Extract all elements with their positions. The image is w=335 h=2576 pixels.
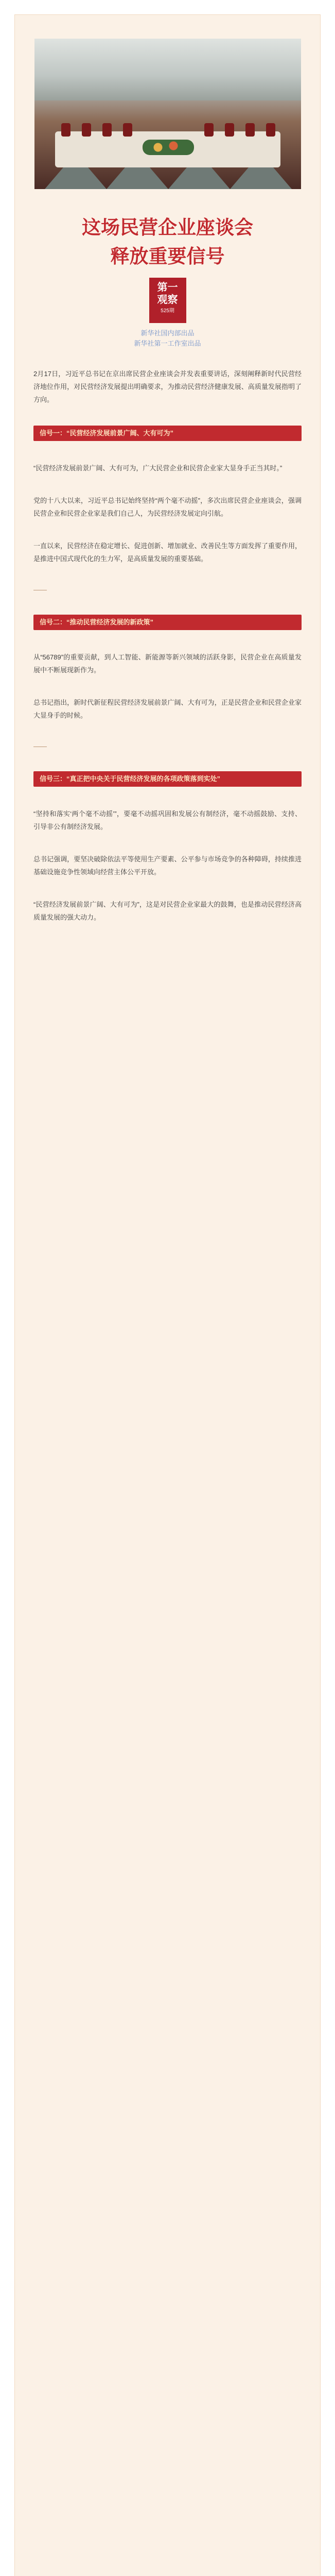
hero-chair [123, 123, 132, 137]
article-title-line1: 这场民营企业座谈会 [82, 216, 253, 239]
body-paragraph: 一直以来，民营经济在稳定增长、促进创新、增加就业、改善民生等方面发挥了重要作用，是推进中国式现代化的生力军，是高质量发展的重要基础。 [33, 542, 302, 563]
body-paragraph: 总书记指出，新时代新征程民营经济发展前景广阔、大有可为，正是民营企业和民营企业家大显身手的时候。 [33, 699, 302, 719]
body-paragraph: “坚持和落实‘两个毫不动摇’”，要毫不动摇巩固和发展公有制经济，毫不动摇鼓励、支持、引导非公有制经济发展。 [33, 810, 302, 831]
article-meta [15, 328, 320, 349]
hero-chair [82, 123, 91, 137]
article-card [14, 14, 321, 2576]
hero-chair [225, 123, 234, 137]
hero-chair [245, 123, 255, 137]
section-banner: 信号一：“民营经济发展前景广阔、大有可为” [33, 426, 302, 441]
body-paragraph: 党的十八大以来，习近平总书记始终坚持“两个毫不动摇”，多次出席民营企业座谈会，强调民营企业和民营企业家是我们自己人，为民营经济发展定向引航。 [33, 497, 302, 517]
body-paragraph: 从“56789”的重要贡献，到人工智能、新能源等新兴领域的活跃身影，民营企业在高质量发展中不断展现新作为。 [33, 653, 302, 674]
body-paragraph: “民营经济发展前景广阔、大有可为”，这是对民营企业家最大的鼓舞，也是推动民营经济高质量发展的强大动力。 [33, 901, 302, 921]
hero-mural [34, 39, 301, 100]
meta-line: 新华社第一工作室出品 [134, 340, 201, 347]
section-banner: 信号二：“推动民营经济发展的新政策” [33, 615, 302, 630]
stamp-issue: 525期 [161, 308, 174, 314]
hero-chair [204, 123, 214, 137]
article-body [15, 349, 320, 924]
stamp-line2: 观察 [157, 293, 178, 306]
article-title-line2: 释放重要信号 [110, 245, 225, 267]
hero-chair [266, 123, 275, 137]
meta-line: 新华社国内部出品 [140, 329, 195, 337]
divider: —— [33, 586, 47, 594]
hero-chair [61, 123, 70, 137]
hero-chair [102, 123, 112, 137]
article-title [15, 213, 320, 270]
section-banner: 信号三：“真正把中央关于民营经济发展的各项政策落到实处” [33, 771, 302, 787]
hero-photo [34, 39, 301, 189]
column-stamp [149, 278, 186, 323]
divider: —— [33, 742, 47, 750]
stamp-line1: 第一 [157, 281, 178, 293]
body-paragraph: “民营经济发展前景广阔、大有可为，广大民营企业和民营企业家大显身手正当其时。” [33, 464, 283, 472]
body-paragraph: 总书记强调，要坚决破除依法平等使用生产要素、公平参与市场竞争的各种障碍，持续推进基础设施竞争性领域向经营主体公平开放。 [33, 855, 302, 876]
lead-paragraph: 2月17日，习近平总书记在京出席民营企业座谈会并发表重要讲话，深刻阐释新时代民营经济地位作用，对民营经济发展提出明确要求，为推动民营经济健康发展、高质量发展指明了方向。 [33, 370, 302, 403]
hero-flowers [143, 140, 194, 155]
